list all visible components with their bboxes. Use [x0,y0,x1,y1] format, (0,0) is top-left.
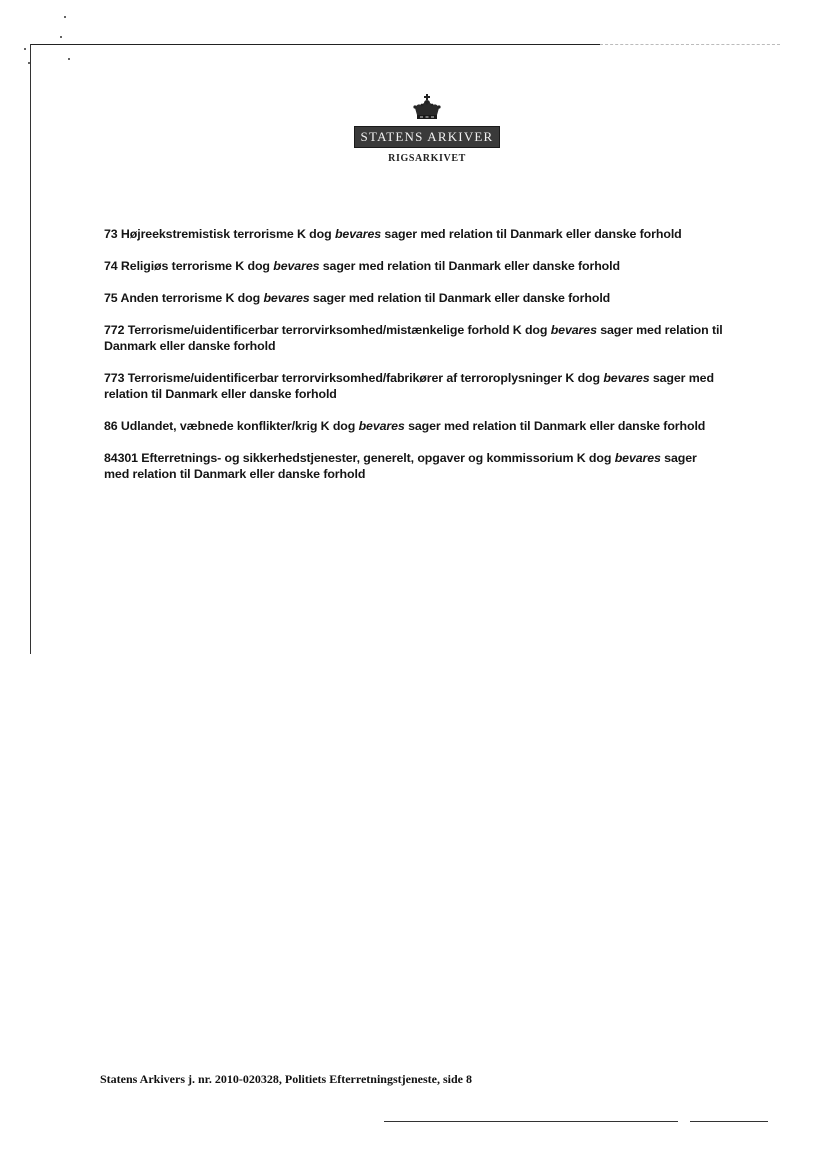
scan-speck [28,62,30,64]
scan-speck [60,36,62,38]
entry-86: 86 Udlandet, væbnede konflikter/krig K dog bevares sager med relation til Danmark eller danske forhold [104,419,706,433]
entry-84301: 84301 Efterretnings- og sikkerhedstjenester, generelt, opgaver og kommissorium K dog bevares sager med relation til Danmark eller danske forhold [104,451,697,481]
scan-speck [24,48,26,50]
scan-speck [68,58,70,60]
scan-border-bottom [384,1121,678,1122]
scan-border-top-faint [600,44,780,45]
logo-banner: STATENS ARKIVER [354,126,500,148]
logo-subtitle: RIGSARKIVET [388,153,466,164]
entry-75: 75 Anden terrorisme K dog bevares sager med relation til Danmark eller danske forhold [104,291,611,305]
crown-icon [412,94,442,122]
scan-border-bottom [690,1121,768,1122]
scan-border-top [30,44,600,45]
page-footer: Statens Arkivers j. nr. 2010-020328, Politiets Efterretningstjeneste, side 8 [100,1072,472,1086]
scan-border-left [30,44,31,654]
scan-speck [64,16,66,18]
entry-73: 73 Højreekstremistisk terrorisme K dog bevares sager med relation til Danmark eller danske forhold [104,227,682,241]
archive-logo [354,94,500,164]
retention-entries [104,226,724,498]
entry-74: 74 Religiøs terrorisme K dog bevares sager med relation til Danmark eller danske forhold [104,259,620,273]
entry-772: 772 Terrorisme/uidentificerbar terrorvirksomhed/mistænkelige forhold K dog bevares sager med relation til Danmark eller danske forhold [104,323,723,353]
entry-773: 773 Terrorisme/uidentificerbar terrorvirksomhed/fabrikører af terroroplysninger K dog bevares sager med relation til Danmark eller danske forhold [104,371,714,401]
